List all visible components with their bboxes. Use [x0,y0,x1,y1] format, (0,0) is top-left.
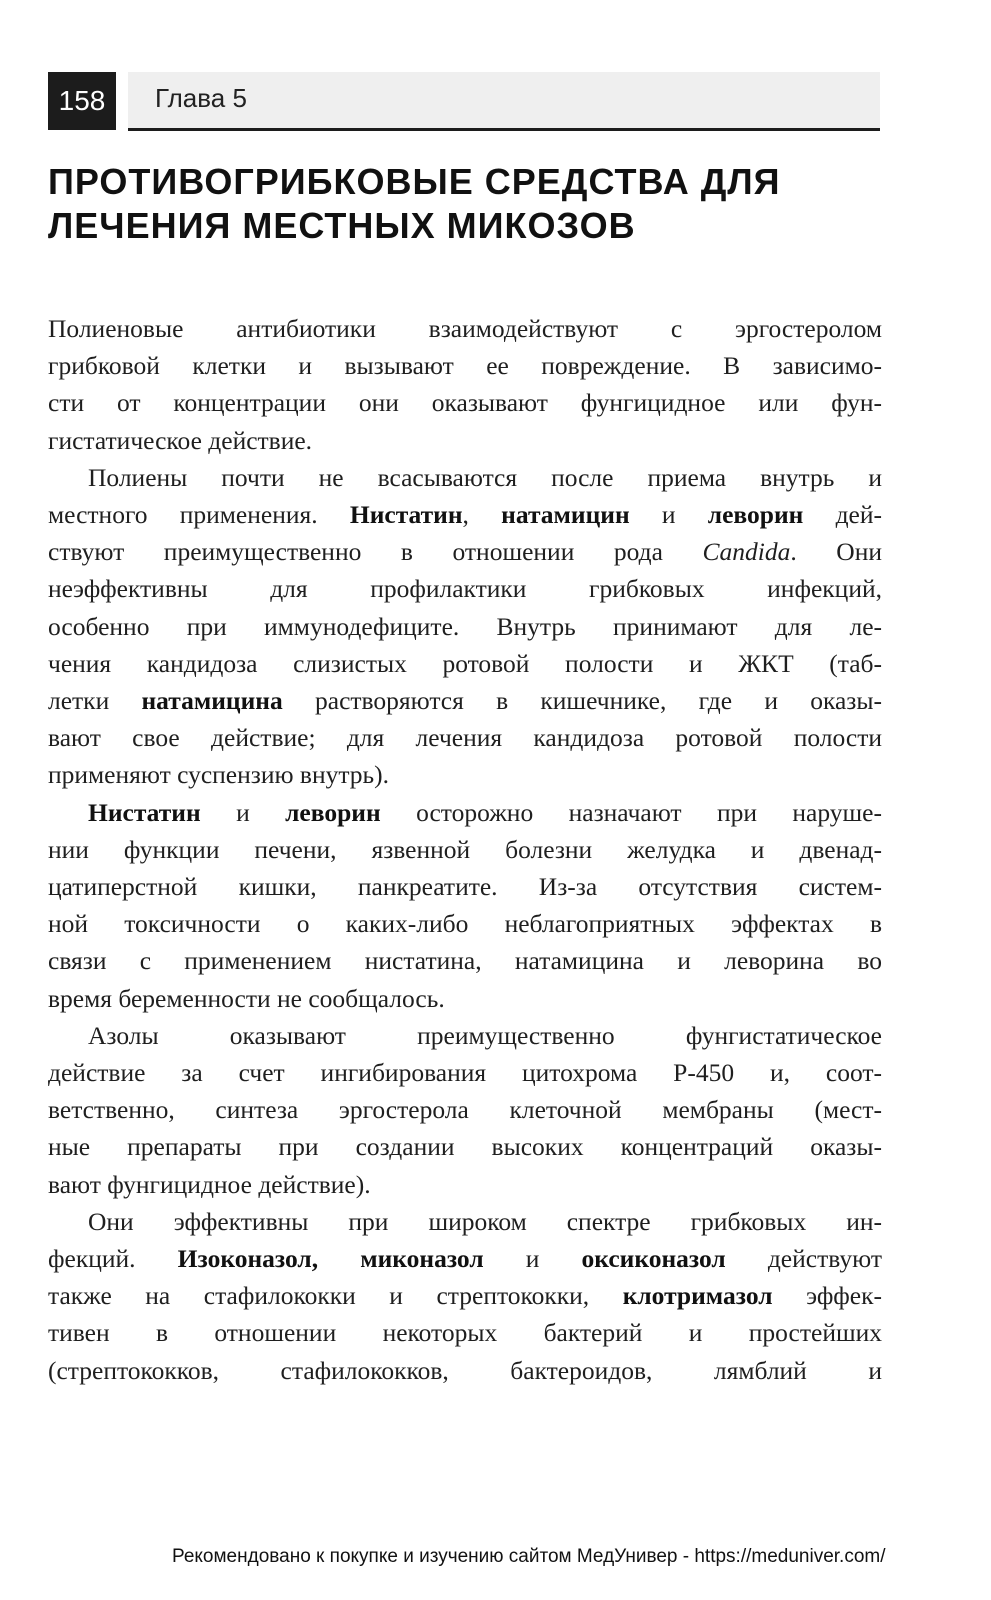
text-line: тивен в отношении некоторых бактерий и простейших [48,1318,882,1348]
text-line: неэффективны для профилактики грибковых инфекций, [48,574,882,604]
text-line: также на стафилококки и стрептококки, клотримазол эффек- [48,1281,882,1311]
chapter-label: Глава 5 [155,83,247,113]
drug-name: Изоконазол, миконазол [177,1244,484,1274]
text-line: связи с применением нистатина, натамицина и леворина во [48,946,882,976]
text-line: применяют суспензию внутрь). [48,760,390,790]
text-line: сти от концентрации они оказывают фунгицидное или фун- [48,388,882,418]
text-line: ветственно, синтеза эргостерола клеточной мембраны (мест- [48,1095,882,1125]
text-line: нии функции печени, язвенной болезни желудка и двенад- [48,834,882,864]
section-title [48,160,888,248]
drug-name: Нистатин [349,500,463,530]
text-line: вают свое действие; для лечения кандидоза ротовой полости [48,723,882,753]
text-line: Полиеновые антибиотики взаимодействуют с эргостеролом [48,314,882,343]
drug-name: клотримазол [622,1281,773,1311]
text-line: (стрептококков, стафилококков, бактероидов, лямблий и [48,1355,882,1385]
text-line: вают фунгицидное действие). [48,1169,371,1199]
text-line: цатиперстной кишки, панкреатите. Из-за отсутствия систем- [48,872,882,902]
text-line: Азолы оказывают преимущественно фунгистатическое [88,1020,882,1050]
text-line: местного применения. Нистатин, натамицин и леворин дей- [48,500,883,530]
text-line: ствуют преимущественно в отношении рода Candida. Они [48,537,882,567]
drug-name: леворин [707,500,804,530]
title-line: ЛЕЧЕНИЯ МЕСТНЫХ МИКОЗОВ [48,205,636,246]
drug-name: натамицина [141,686,283,716]
genus-name: Candida [702,537,791,567]
drug-name: оксиконазол [581,1244,726,1274]
text-line: особенно при иммунодефиците. Внутрь принимают для ле- [48,611,882,641]
text-line: действие за счет ингибирования цитохрома Р-450 и, соот- [48,1058,882,1088]
text-line: Нистатин и леворин осторожно назначают при наруше- [88,797,882,827]
text-line: летки натамицина растворяются в кишечнике, где и оказы- [48,686,882,716]
text-line: Они эффективны при широком спектре грибковых ин- [88,1206,882,1236]
text-line: ной токсичности о каких-либо неблагоприятных эффектах в [48,909,882,939]
title-line: ПРОТИВОГРИБКОВЫЕ СРЕДСТВА ДЛЯ [48,161,781,202]
footer-note: Рекомендовано к покупке и изучению сайтом МедУнивер - https://meduniver.com/ [172,1546,886,1567]
text-line: ные препараты при создании высоких концентраций оказы- [48,1132,882,1162]
text-line: чения кандидоза слизистых ротовой полости и ЖКТ (таб- [48,648,882,678]
page-number: 158 [48,72,116,130]
drug-name: леворин [285,797,381,827]
body-text [48,310,882,1389]
drug-name: натамицин [501,500,630,530]
text-line: время беременности не сообщалось. [48,983,445,1013]
text-line: грибковой клетки и вызывают ее повреждение. В зависимо- [48,351,882,381]
text-line: гистатическое действие. [48,425,313,455]
drug-name: Нистатин [88,797,201,827]
text-line: фекций. Изоконазол, миконазол и оксиконазол действуют [48,1244,882,1274]
text-line: Полиены почти не всасываются после приема внутрь и [88,462,882,492]
